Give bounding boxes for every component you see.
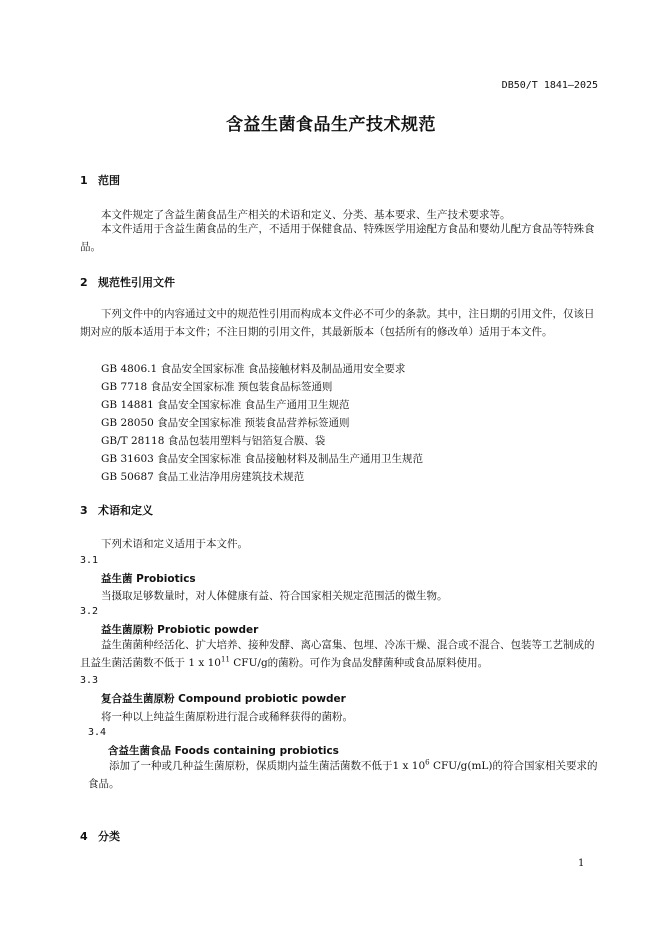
standard-number: DB50/T 1841—2025	[501, 80, 598, 91]
section-number: 1	[80, 174, 88, 187]
section-heading-scope	[80, 172, 120, 188]
term-number: 3.1	[80, 555, 99, 566]
section-number: 4	[80, 830, 88, 843]
paragraph: 下列文件中的内容通过文中的规范性引用而构成本文件必不可少的条款。其中，注日期的引用文件，仅该日期对应的版本适用于本文件；不注日期的引用文件，其最新版本（包括所有的修改单）适用于本文件。	[80, 308, 595, 338]
document-title: 含益生菌食品生产技术规范	[226, 115, 436, 135]
term-definition: 当摄取足够数量时，对人体健康有益、符合国家相关规定范围活的微生物。	[101, 590, 448, 602]
paragraph: 本文件规定了含益生菌食品生产相关的术语和定义、分类、基本要求、生产技术要求等。	[101, 209, 511, 221]
definition-text: CFU/g(mL)的符合国家相关要求的食品。	[88, 760, 598, 790]
reference-item: GB 28050 食品安全国家标准 预装食品营养标签通则	[101, 417, 350, 429]
section-title: 规范性引用文件	[98, 276, 175, 289]
term-number: 3.3	[80, 675, 99, 686]
exponent: 6	[425, 758, 430, 767]
section-number: 2	[80, 276, 88, 289]
term-title: 复合益生菌原粉 Compound probiotic powder	[101, 693, 346, 705]
reference-item: GB/T 28118 食品包装用塑料与铝箔复合膜、袋	[101, 435, 326, 447]
term-title: 益生菌原粉 Probiotic powder	[101, 624, 259, 636]
section-number: 3	[80, 504, 88, 517]
section-heading-normative-references	[80, 274, 175, 290]
definition-text: 益生菌菌种经活化、扩大培养、接种发酵、离心富集、包埋、冷冻干燥、混合或不混合、包装等工艺制成的且益生菌活菌数不低于 1 x 10	[80, 639, 595, 669]
page-number: 1	[578, 858, 585, 869]
section-heading-terms-definitions	[80, 502, 153, 518]
reference-item: GB 50687 食品工业洁净用房建筑技术规范	[101, 471, 305, 483]
term-definition	[80, 636, 604, 672]
term-definition: 将一种以上纯益生菌原粉进行混合或稀释获得的菌粉。	[101, 711, 353, 723]
definition-text: CFU/g的菌粉。可作为食品发酵菌种或食品原料使用。	[229, 657, 489, 669]
reference-item: GB 31603 食品安全国家标准 食品接触材料及制品生产通用卫生规范	[101, 453, 424, 465]
term-title: 益生菌 Probiotics	[101, 573, 196, 585]
term-number: 3.2	[80, 606, 99, 617]
section-title: 术语和定义	[98, 504, 153, 517]
term-number: 3.4	[88, 727, 107, 738]
term-title: 含益生菌食品 Foods containing probiotics	[108, 745, 339, 757]
reference-item: GB 4806.1 食品安全国家标准 食品接触材料及制品通用安全要求	[101, 363, 406, 375]
paragraph: 本文件适用于含益生菌食品的生产，不适用于保健食品、特殊医学用途配方食品和婴幼儿配方食品等特殊食品。	[80, 223, 595, 253]
exponent: 11	[220, 655, 230, 664]
reference-item: GB 7718 食品安全国家标准 预包装食品标签通则	[101, 381, 333, 393]
section-title: 分类	[98, 830, 120, 843]
section-heading-classification	[80, 828, 120, 844]
paragraph: 下列术语和定义适用于本文件。	[101, 538, 248, 550]
definition-text: 添加了一种或几种益生菌原粉，保质期内益生菌活菌数不低于1 x 10	[109, 760, 426, 772]
term-definition	[88, 757, 604, 793]
reference-item: GB 14881 食品安全国家标准 食品生产通用卫生规范	[101, 399, 350, 411]
section-title: 范围	[98, 174, 120, 187]
